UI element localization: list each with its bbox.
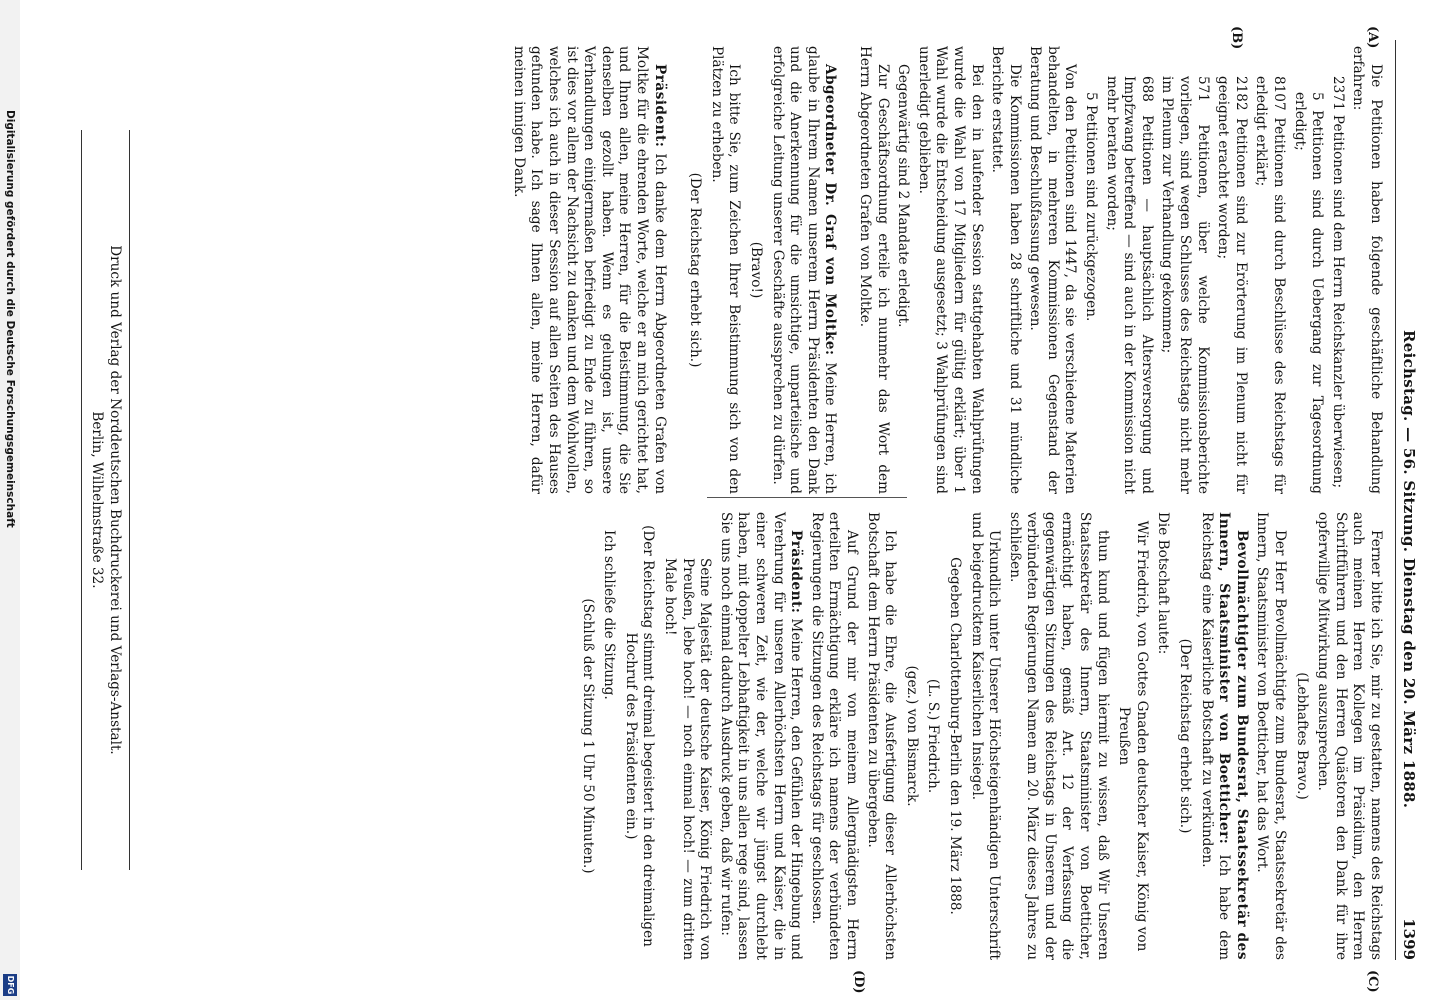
speech-text: Meine Herren, den Gefühlen der Hingebung und Verehrung für unseren Allerhöchsten Herrn und Kaiser, die in einer schweren Zeit, wie der, welche wir jüngst durchlebt haben, mit doppelter Lebhaftigkeit in uns allen rege sind, lassen Sie uns noch einmal dadurch Ausdruck geben, daß wir rufen: (717, 512, 805, 960)
message-signature: Urkundlich unter Unserer Höchsteigenhändigen Unterschrift und beigedrucktem Kaiserlichen Insiegel. (968, 512, 1003, 960)
footer-text: Digitalisierung gefördert durch die Deutsche Forschungsgemeinschaft (4, 110, 16, 528)
paragraph: Der Herr Bevollmächtigte zum Bundesrat, Staatssekretär des Innern, Staatsminister von Boetticher, hat das Wort. (1254, 512, 1289, 960)
imprint-rule-top (129, 130, 130, 870)
stage-direction: (Der Reichstag erhebt sich.) (1177, 638, 1194, 834)
right-column (574, 512, 1384, 960)
paragraph: Auf Grund der mir von meinem Allergnädigsten Herrn erteilten Ermächtigung erkläre ich namens der verbündeten Regierungen die Sitzungen des Reichstags für geschlossen. (808, 512, 860, 960)
speaker-name: Abgeordneter Dr. Graf von Moltke: (822, 64, 839, 356)
paragraph: Ich bitte Sie, zum Zeichen Ihrer Beistimmung sich von den Plätzen zu erheben. (708, 46, 743, 494)
header-title: Reichstag. — 56. Sitzung. Dienstag den 20. März 1888. (1400, 330, 1418, 809)
cheer: Seine Majestät der deutsche Kaiser, König Friedrich von Preußen, lebe hoch! — noch einmal hoch! — zum dritten Male hoch! (662, 558, 714, 960)
speaker-name: Präsident: (788, 530, 805, 614)
speaker-name: Bevollmächtigter zum Bundesrat, Staatssekretär des Innern, Staatsminister von Boetticher: (1216, 512, 1250, 960)
speech-text: Meine Herren, ich glaube in Ihrem Namen unserem Herrn Präsidenten den Dank und die Anerkennung für die umsichtige, unparteiische und erfolgreiche Leitung unserer Geschäfte aussprechen zu dürfen. (769, 46, 839, 494)
margin-marker-b: (B) (1229, 26, 1244, 50)
stage-direction: (Lebhaftes Bravo.) (1293, 672, 1310, 800)
paragraph: Ich habe die Ehre, die Ausfertigung dieser Allerhöchsten Botschaft dem Herrn Präsidenten zu übergeben. (864, 512, 899, 960)
paragraph: Gegenwärtig sind 2 Mandate erledigt. (895, 64, 912, 328)
dfg-logo: DFG (3, 974, 17, 996)
message-body: thun kund und fügen hiermit zu wissen, daß Wir Unseren Staatssekretär des Innern, Staatsminister von Boetticher, ermächtigt haben, gemäß Art. 12 der Verfassung die gegenwärtigen Sitzungen des Reichstags in Unserem und der verbündeten Regierungen Namen am 20. März dieses Jahres zu schließen. (1006, 512, 1111, 960)
page-number: 1399 (1400, 918, 1418, 960)
margin-marker-c: (C) (1365, 970, 1380, 993)
petitions-item: 5 Petitionen sind durch Uebergang zur Tagesordnung erledigt; (1291, 92, 1326, 494)
paragraph: Die Kommissionen haben 28 schriftliche und 31 mündliche Berichte erstattet. (989, 46, 1023, 494)
message-countersigned: (gez.) von Bismarck. (903, 665, 920, 807)
session-end: (Schluß der Sitzung 1 Uhr 50 Minuten.) (579, 598, 596, 874)
digitization-footer (0, 0, 20, 1000)
petitions-item: 2371 Petitionen sind dem Herrn Reichskanzler überwiesen; (1329, 76, 1346, 489)
petitions-item: 688 Petitionen — hauptsächlich Altersversorgung und Impfzwang betreffend — sind auch in der Kommission nicht mehr beraten worden; (1103, 76, 1155, 494)
stage-direction: (Der Reichstag stimmt dreimal begeistert in den dreimaligen Hochruf des Präsidenten ein.) (622, 525, 657, 947)
imprint-line: Druck und Verlag der Norddeutschen Buchdruckerei und Verlags-Anstalt. (107, 245, 123, 755)
paragraph: Ferner bitte ich Sie, mir zu gestatten, namens des Reichstags auch meinen Herren Kollegen im Präsidium, den Herren Schriftführern und den Herren Quästoren den Dank für ihre opferwillige Mitwirkung auszusprechen. (1315, 512, 1384, 960)
paragraph: Bei den in laufender Session stattgehabten Wahlprüfungen wurde die Wahl von 17 Mitgliedern für gültig erklärt; über 1 Wahl wurde die Entscheidung ausgesetzt; 3 Wahlprüfungen sind unerledigt geblieben. (915, 46, 985, 494)
president-speech (509, 46, 667, 494)
margin-marker-d: (D) (851, 970, 866, 994)
stage-direction: (Bravo!) (748, 241, 764, 299)
imprint (88, 130, 124, 870)
president-speech (716, 512, 804, 960)
boetticher-speech (1197, 512, 1250, 960)
margin-marker-a: (A) (1365, 26, 1380, 49)
paragraph: Zur Geschäftsordnung erteile ich nunmehr das Wort dem Herrn Abgeordneten Grafen von Moltke. (856, 46, 891, 494)
message-date: Gegeben Charlottenburg-Berlin den 19. März 1888. (946, 557, 963, 915)
message-intro: Die Botschaft lautet: (1155, 512, 1172, 655)
petitions-item: 571 Petitionen, über welche Kommissionsberichte vorliegen, sind wegen Schlusses des Reichstags nicht mehr im Plenum zur Verhandlung gekommen; (1159, 76, 1211, 494)
paragraph: Von den Petitionen sind 1447, da sie verschiedene Materien behandelten, in mehreren Kommissionen Gegenstand der Beratung und Beschlußfassung gewesen. (1027, 46, 1079, 494)
speaker-name: Präsident: (651, 64, 668, 148)
speech-text: Ich danke dem Herrn Abgeordneten Grafen von Moltke für die ehrenden Worte, welche er an mich gerichtet hat, und Ihnen allen, meine Herren, für die Beistimmung, die Sie denselben gezollt haben. Wenn es gelungen ist, unsere Verhandlungen einigermaßen befriedigt zu Ende zu führen, so ist dies vor allem der Nachsicht zu danken und dem Wohlwollen, welches ich auch in dieser Session auf allen Seiten des Hauses gefunden habe. Ich sage Ihnen allen, meine Herren, dafür meinen innigen Dank. (510, 46, 668, 494)
header-rule (1395, 40, 1396, 960)
column-divider (707, 497, 907, 498)
imprint-line: Berlin, Wilhelmstraße 32. (89, 411, 105, 589)
moltke-speech (768, 46, 838, 494)
speech-text: Ich habe dem Reichstag eine Kaiserliche Botschaft zu verkünden. (1198, 512, 1233, 961)
message-title: Wir Friedrich, von Gottes Gnaden deutscher Kaiser, König von Preußen (1116, 520, 1150, 952)
message-signed: (L. S.) Friedrich. (925, 678, 942, 794)
running-header (1392, 40, 1418, 960)
petitions-item: 2182 Petitionen sind zur Erörterung im Plenum nicht für geeignet erachtet worden; (1215, 76, 1249, 494)
imprint-rule-bottom (81, 130, 82, 870)
petitions-item: 5 Petitionen sind zurückgezogen. (1083, 92, 1100, 322)
petitions-item: 8107 Petitionen sind durch Beschlüsse des Reichstags für erledigt erklärt; (1253, 76, 1288, 494)
paragraph: Ich schließe die Sitzung. (601, 530, 618, 700)
left-column (466, 46, 1384, 494)
petitions-intro: Die Petitionen haben folgende geschäftliche Behandlung erfahren: (1350, 46, 1384, 494)
stage-direction: (Der Reichstag erhebt sich.) (687, 172, 704, 368)
